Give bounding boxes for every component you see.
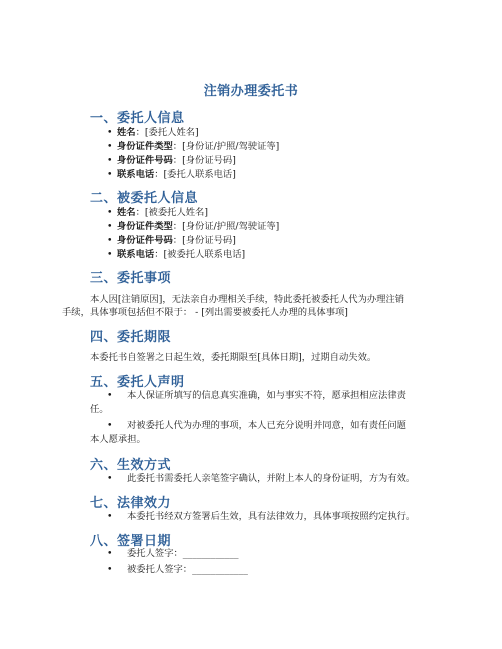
field-label: 姓名: [117, 207, 136, 218]
field-label: 联系电话: [117, 249, 155, 260]
field-value: [身份证号码]: [182, 235, 236, 246]
section-heading-client-info: 一、委托人信息: [90, 111, 185, 126]
section-heading-effectiveness: 六、生效方式: [90, 458, 172, 473]
list-item: • 身份证件类型：[身份证/护照/驾驶证等]: [117, 220, 279, 233]
field-value: [被委托人姓名]: [144, 207, 208, 218]
bullet: •: [107, 548, 113, 559]
paragraph-line: 本委托书自签署之日起生效，委托期限至[具体日期]，过期自动失效。: [90, 352, 377, 363]
client-signature-line: 委托人签字：____________: [127, 548, 239, 559]
list-item-text: 任。: [90, 404, 109, 415]
field-value: [身份证号码]: [182, 155, 236, 166]
paragraph-line: 手续，具体事项包括但不限于： - [列出需要被委托人办理的具体事项]: [62, 307, 348, 318]
bullet: •: [107, 473, 113, 484]
section-heading-entrusted-matters: 三、委托事项: [90, 271, 172, 286]
section-heading-term: 四、委托期限: [90, 330, 172, 345]
bullet: •: [107, 390, 113, 401]
field-label: 身份证件类型: [117, 141, 173, 152]
list-item: • 联系电话：[委托人联系电话]: [117, 168, 236, 181]
field-label: 身份证件类型: [117, 221, 173, 232]
field-label: 身份证件号码: [117, 155, 173, 166]
list-item: • 姓名：[委托人姓名]: [117, 126, 199, 139]
list-item-text: 此委托书需委托人亲笔签字确认，并附上本人的身份证明，方为有效。: [127, 473, 416, 484]
document-title: 注销办理委托书: [203, 84, 299, 99]
list-item-text: 本委托书经双方签署后生效，具有法律效力，具体事项按照约定执行。: [127, 511, 416, 522]
bullet: •: [107, 511, 113, 522]
field-value: [被委托人联系电话]: [163, 249, 246, 260]
paragraph-line: 本人因[注销原因]，无法亲自办理相关手续，特此委托被委托人代为办理注销: [90, 294, 405, 305]
section-heading-legal-effect: 七、法律效力: [90, 496, 172, 511]
section-heading-declaration: 五、委托人声明: [90, 375, 185, 390]
section-heading-agent-info: 二、被委托人信息: [90, 191, 199, 206]
bullet: •: [107, 420, 113, 431]
field-label: 联系电话: [117, 169, 155, 180]
field-value: [委托人姓名]: [144, 127, 199, 138]
list-item: • 身份证件号码：[身份证号码]: [117, 234, 236, 247]
field-value: [身份证/护照/驾驶证等]: [182, 221, 280, 232]
field-value: [委托人联系电话]: [163, 169, 236, 180]
list-item: • 联系电话：[被委托人联系电话]: [117, 248, 245, 261]
list-item: • 身份证件类型：[身份证/护照/驾驶证等]: [117, 140, 279, 153]
agent-signature-line: 被委托人签字：____________: [127, 564, 248, 575]
section-heading-signing-date: 八、签署日期: [90, 534, 172, 549]
list-item-text: 本人保证所填写的信息真实准确，如与事实不符，愿承担相应法律责: [127, 390, 406, 401]
list-item: • 姓名：[被委托人姓名]: [117, 206, 208, 219]
list-item-text: 对被委托人代为办理的事项，本人已充分说明并同意，如有责任问题: [127, 420, 406, 431]
field-label: 身份证件号码: [117, 235, 173, 246]
list-item: • 身份证件号码：[身份证号码]: [117, 154, 236, 167]
field-label: 姓名: [117, 127, 136, 138]
list-item-text: 本人愿承担。: [90, 434, 146, 445]
bullet: •: [107, 564, 113, 575]
field-value: [身份证/护照/驾驶证等]: [182, 141, 280, 152]
